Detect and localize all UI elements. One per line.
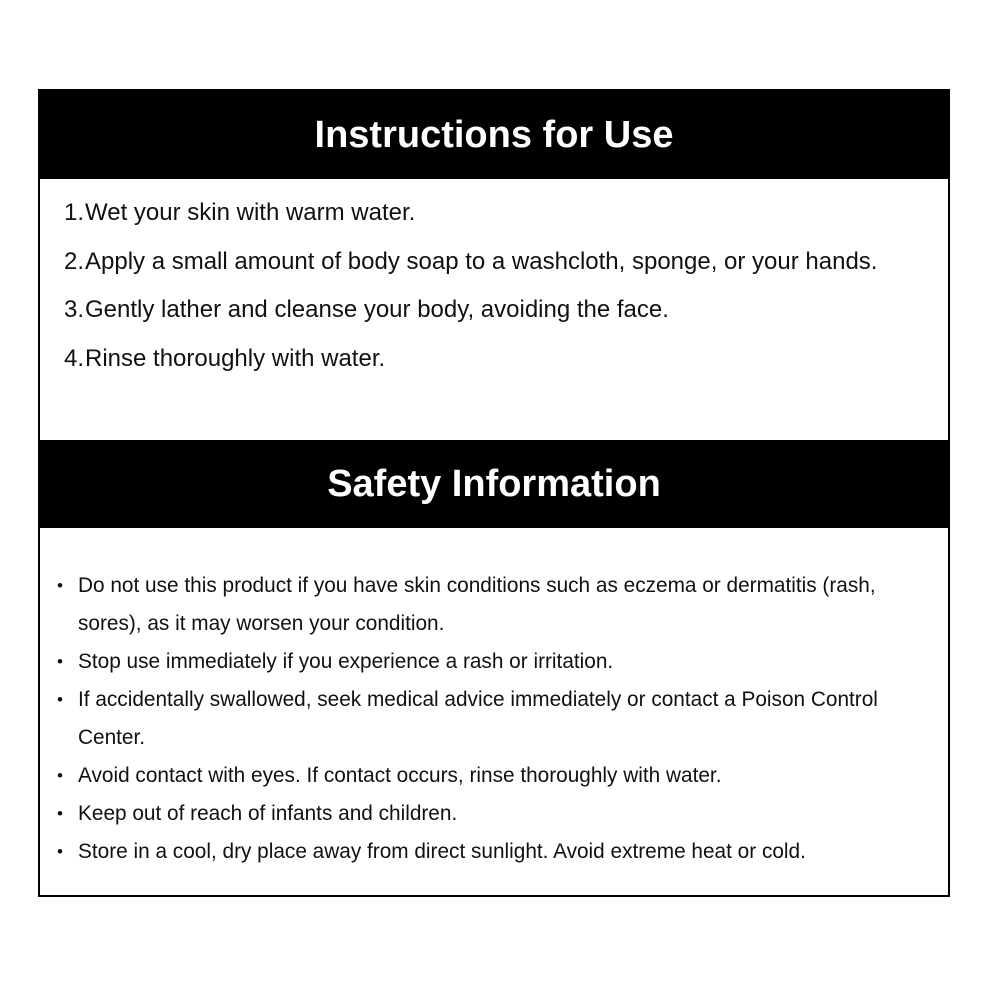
instruction-step: [58, 286, 918, 335]
bullet-icon: •: [57, 576, 63, 595]
step-text: Rinse thoroughly with water.: [85, 344, 386, 372]
step-number: 2.: [63, 247, 84, 275]
step-number: 1.: [63, 199, 84, 226]
product-label: [38, 89, 950, 897]
step-number: 3.: [63, 296, 84, 323]
safety-item: [57, 681, 933, 757]
bullet-icon: •: [57, 652, 63, 671]
bullet-icon: •: [57, 842, 63, 861]
step-text: Wet your skin with warm water.: [85, 199, 416, 226]
safety-text: Avoid contact with eyes. If contact occurs, rinse thoroughly with water.: [78, 764, 722, 787]
safety-item: [57, 757, 933, 795]
safety-text: If accidentally swallowed, seek medical advice immediately or contact a Poison Control Center.: [78, 688, 878, 749]
instruction-step: [58, 238, 918, 287]
instructions-header: [40, 91, 948, 179]
instructions-list: [58, 189, 918, 383]
safety-item: [57, 567, 933, 643]
safety-item: [57, 833, 933, 871]
instruction-step: [58, 335, 918, 384]
bullet-icon: •: [57, 804, 63, 823]
instruction-step: [58, 189, 918, 238]
step-text: Apply a small amount of body soap to a washcloth, sponge, or your hands.: [85, 247, 878, 275]
safety-item: [57, 643, 933, 681]
safety-text: Do not use this product if you have skin conditions such as eczema or dermatitis (rash, sores), as it may worsen your condition.: [78, 574, 876, 635]
step-number: 4.: [63, 344, 84, 372]
bullet-icon: •: [57, 690, 63, 709]
step-text: Gently lather and cleanse your body, avoiding the face.: [85, 296, 669, 323]
safety-text: Stop use immediately if you experience a rash or irritation.: [78, 650, 614, 673]
instructions-title: Instructions for Use: [314, 114, 674, 156]
safety-list: [57, 567, 933, 871]
safety-item: [57, 795, 933, 833]
safety-text: Store in a cool, dry place away from direct sunlight. Avoid extreme heat or cold.: [78, 840, 806, 863]
safety-header: [40, 440, 948, 528]
safety-text: Keep out of reach of infants and children.: [78, 802, 458, 825]
bullet-icon: •: [57, 766, 63, 785]
safety-title: Safety Information: [327, 463, 661, 505]
